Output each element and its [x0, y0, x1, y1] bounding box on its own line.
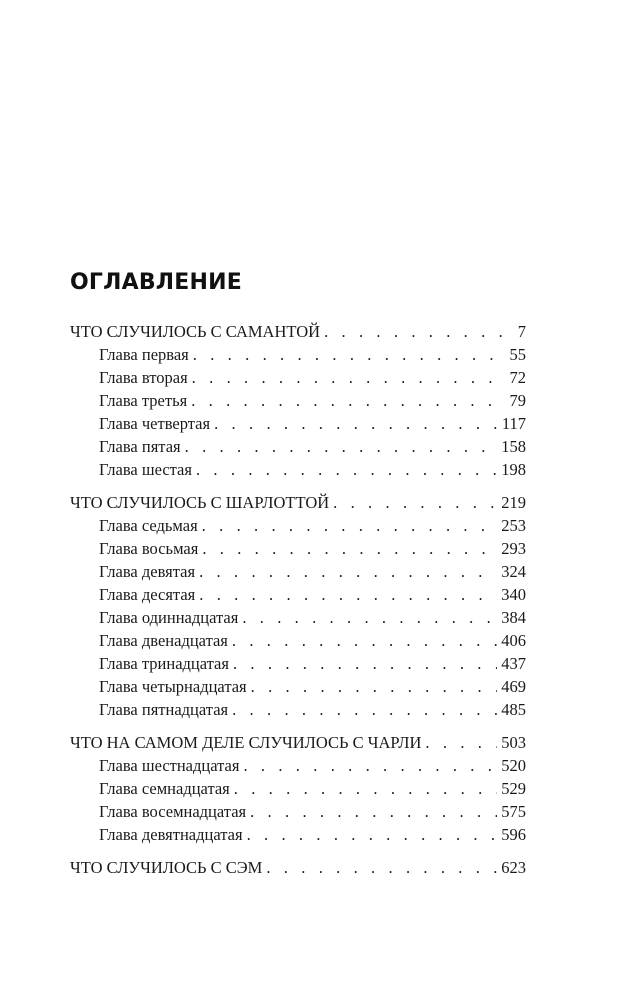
toc-chapter-entry[interactable]	[70, 389, 526, 412]
toc-chapter-entry[interactable]	[70, 629, 526, 652]
toc-chapter-entry-page-number: 198	[501, 460, 526, 479]
toc-chapter-entry[interactable]	[70, 698, 526, 721]
toc-chapter-entry[interactable]	[70, 754, 526, 777]
toc-chapter-entry-label: Глава шестая	[99, 460, 192, 479]
toc-chapter-entry-label: Глава пятнадцатая	[99, 700, 229, 719]
toc-chapter-entry[interactable]	[70, 560, 526, 583]
dot-leader	[232, 698, 497, 721]
toc-chapter-entry-label: Глава девятнадцатая	[99, 825, 243, 844]
toc-part-entry[interactable]	[70, 320, 526, 343]
toc-chapter-entry[interactable]	[70, 412, 526, 435]
dot-leader	[199, 583, 497, 606]
toc-part-entry-label: ЧТО СЛУЧИЛОСЬ С СЭМ	[70, 858, 263, 877]
dot-leader	[243, 754, 497, 777]
toc-chapter-entry-page-number: 324	[501, 562, 526, 581]
toc-chapter-entry-label: Глава тринадцатая	[99, 654, 229, 673]
toc-chapter-entry-page-number: 79	[509, 391, 526, 410]
toc-chapter-entry-page-number: 340	[501, 585, 526, 604]
toc-part-entry[interactable]	[70, 731, 526, 754]
toc-part-entry[interactable]	[70, 491, 526, 514]
dot-leader	[185, 435, 498, 458]
toc-heading: ОГЛАВЛЕНИЕ	[70, 270, 242, 295]
toc-chapter-entry[interactable]	[70, 343, 526, 366]
toc-chapter-entry-label: Глава десятая	[99, 585, 196, 604]
table-of-contents	[70, 320, 526, 889]
toc-chapter-entry[interactable]	[70, 777, 526, 800]
toc-chapter-entry-label: Глава третья	[99, 391, 188, 410]
toc-chapter-entry-page-number: 485	[501, 700, 526, 719]
dot-leader	[324, 320, 514, 343]
toc-chapter-entry-label: Глава пятая	[99, 437, 181, 456]
dot-leader	[234, 777, 497, 800]
dot-leader	[202, 514, 498, 537]
toc-part-entry-page-number: 623	[501, 858, 526, 877]
toc-chapter-entry-label: Глава седьмая	[99, 516, 198, 535]
toc-chapter-entry-label: Глава восемнадцатая	[99, 802, 247, 821]
toc-chapter-entry[interactable]	[70, 583, 526, 606]
toc-chapter-entry-label: Глава восьмая	[99, 539, 199, 558]
toc-chapter-entry-page-number: 72	[509, 368, 526, 387]
toc-part-entry-label: ЧТО НА САМОМ ДЕЛЕ СЛУЧИЛОСЬ С ЧАРЛИ	[70, 733, 422, 752]
toc-chapter-entry-page-number: 575	[501, 802, 526, 821]
toc-chapter-entry-page-number: 529	[501, 779, 526, 798]
dot-leader	[242, 606, 497, 629]
toc-part-entry[interactable]	[70, 856, 526, 879]
toc-chapter-entry-page-number: 253	[501, 516, 526, 535]
toc-chapter-entry-page-number: 55	[509, 345, 526, 364]
toc-chapter-entry-page-number: 596	[501, 825, 526, 844]
dot-leader	[199, 560, 497, 583]
dot-leader	[232, 629, 497, 652]
toc-chapter-entry[interactable]	[70, 800, 526, 823]
toc-chapter-entry-page-number: 520	[501, 756, 526, 775]
toc-chapter-entry-page-number: 469	[501, 677, 526, 696]
toc-part-entry-page-number: 219	[501, 493, 526, 512]
toc-chapter-entry-page-number: 117	[501, 414, 526, 433]
toc-part	[70, 491, 526, 721]
toc-chapter-entry-label: Глава девятая	[99, 562, 196, 581]
toc-chapter-entry[interactable]	[70, 823, 526, 846]
toc-chapter-entry-label: Глава двенадцатая	[99, 631, 228, 650]
toc-chapter-entry[interactable]	[70, 537, 526, 560]
toc-part-entry-label: ЧТО СЛУЧИЛОСЬ С ШАРЛОТТОЙ	[70, 493, 330, 512]
toc-part-entry-label: ЧТО СЛУЧИЛОСЬ С САМАНТОЙ	[70, 322, 321, 341]
dot-leader	[196, 458, 497, 481]
dot-leader	[333, 491, 497, 514]
dot-leader	[250, 800, 497, 823]
toc-chapter-entry-label: Глава шестнадцатая	[99, 756, 240, 775]
dot-leader	[202, 537, 497, 560]
toc-chapter-entry[interactable]	[70, 435, 526, 458]
dot-leader	[251, 675, 498, 698]
toc-chapter-entry-label: Глава первая	[99, 345, 189, 364]
toc-chapter-entry-page-number: 437	[501, 654, 526, 673]
toc-chapter-entry-label: Глава семнадцатая	[99, 779, 230, 798]
toc-chapter-entry[interactable]	[70, 458, 526, 481]
toc-chapter-entry-page-number: 384	[501, 608, 526, 627]
toc-part	[70, 731, 526, 846]
toc-chapter-entry-label: Глава четвертая	[99, 414, 211, 433]
toc-chapter-entry[interactable]	[70, 366, 526, 389]
dot-leader	[266, 856, 497, 879]
toc-chapter-entry[interactable]	[70, 514, 526, 537]
toc-chapter-entry-label: Глава вторая	[99, 368, 188, 387]
toc-part	[70, 320, 526, 481]
toc-chapter-entry-label: Глава четырнадцатая	[99, 677, 247, 696]
toc-chapter-entry[interactable]	[70, 652, 526, 675]
dot-leader	[193, 343, 506, 366]
dot-leader	[233, 652, 497, 675]
toc-part	[70, 856, 526, 879]
toc-chapter-entry-page-number: 406	[501, 631, 526, 650]
dot-leader	[214, 412, 498, 435]
dot-leader	[247, 823, 498, 846]
toc-chapter-entry-label: Глава одиннадцатая	[99, 608, 239, 627]
toc-part-entry-page-number: 503	[501, 733, 526, 752]
toc-chapter-entry[interactable]	[70, 606, 526, 629]
toc-chapter-entry-page-number: 158	[501, 437, 526, 456]
toc-part-entry-page-number: 7	[517, 322, 526, 341]
toc-chapter-entry[interactable]	[70, 675, 526, 698]
toc-chapter-entry-page-number: 293	[501, 539, 526, 558]
dot-leader	[191, 389, 505, 412]
dot-leader	[192, 366, 506, 389]
dot-leader	[425, 731, 497, 754]
